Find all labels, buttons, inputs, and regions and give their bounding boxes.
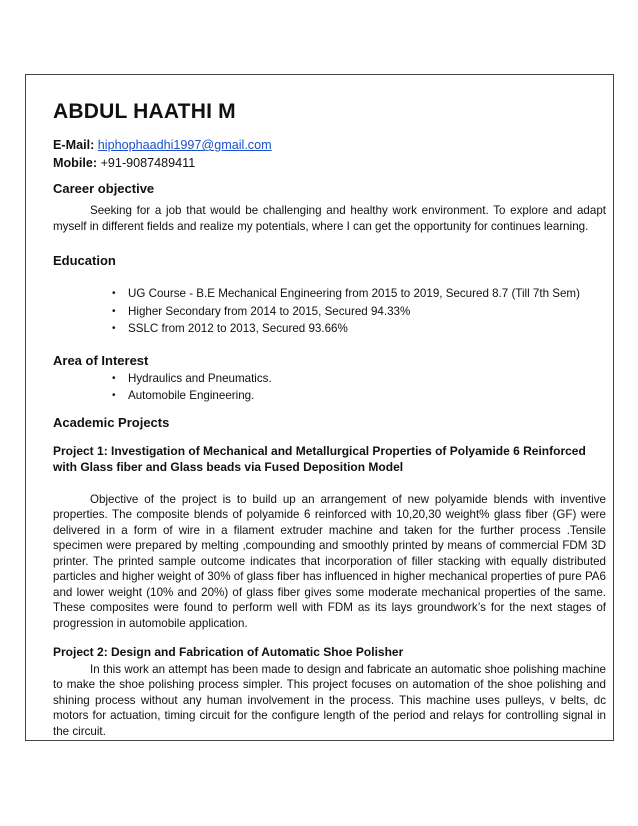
mobile-label: Mobile: [53,156,98,170]
bullet-icon: • [112,288,116,299]
projects-heading: Academic Projects [53,414,170,430]
list-item: • Higher Secondary from 2014 to 2015, Secured 94.33% [53,303,606,321]
list-item: • SSLC from 2012 to 2013, Secured 93.66% [53,320,606,338]
bullet-icon: • [112,323,116,334]
contact-info [53,136,606,172]
bullet-icon: • [112,390,116,401]
project-1-text: Objective of the project is to build up an arrangement of new polyamide blends with inventive properties. The composite blends of polyamide 6 reinforced with 10,20,30 weight% glass fiber (GF) were delivered in a form of wire in a filament extruder machine and taken for the further process .Tensile specimen were prepared by melting ,compounding and smoothly printed by means of commercial FDM 3D printer. The printed sample outcome indicates that incorporation of filler stacking with equally distributed particles and higher weight of 30% of glass fiber has influenced in higher mechanical properties of pure PA6 and lower weight (10% and 20%) of glass fiber gives some moderate mechanical properties of the same. These composites were found to perform well with FDM as its lays groundwork’s for the next stages of progression in automobile application. [53,492,606,630]
email-link[interactable]: hiphophaadhi1997@gmail.com [97,138,272,152]
interest-heading: Area of Interest [53,352,149,368]
resume-content [53,100,606,739]
list-item: • Hydraulics and Pneumatics. [53,370,606,388]
candidate-name: ABDUL HAATHI M [53,100,236,123]
interest-list [53,370,606,405]
bullet-icon: • [112,372,116,384]
list-item: • UG Course - B.E Mechanical Engineering from 2015 to 2019, Secured 8.7 (Till 7th Sem) [53,285,606,303]
project-1-title: Project 1: Investigation of Mechanical and Metallurgical Properties of Polyamide 6 Reinforced with Glass fiber and Glass beads via Fused Deposition Model [53,443,586,474]
bullet-icon: • [112,305,116,317]
project-2-text: In this work an attempt has been made to design and fabricate an automatic shoe polishing machine to make the shoe polishing process simpler. This project focuses on automation of the shoe polishing and shining process without any human involvement in the process. This machine uses pulleys, v belts, dc motors for actuation, timing circuit for the configure length of the period and relays for controlling signal in the circuit. [53,662,606,738]
education-list [53,285,606,338]
mobile-row [53,154,606,172]
email-label: E-Mail: [53,138,95,152]
career-heading: Career objective [53,181,155,196]
email-row [53,136,606,154]
project-2-title: Project 2: Design and Fabrication of Automatic Shoe Polisher [53,645,404,659]
career-text: Seeking for a job that would be challenging and healthy work environment. To explore and adapt myself in different fields and realize my potentials, where I can get the opportunity for continues learning. [53,204,606,233]
education-heading: Education [53,253,116,268]
list-item: • Automobile Engineering. [53,387,606,405]
mobile-number: +91-9087489411 [100,156,196,170]
